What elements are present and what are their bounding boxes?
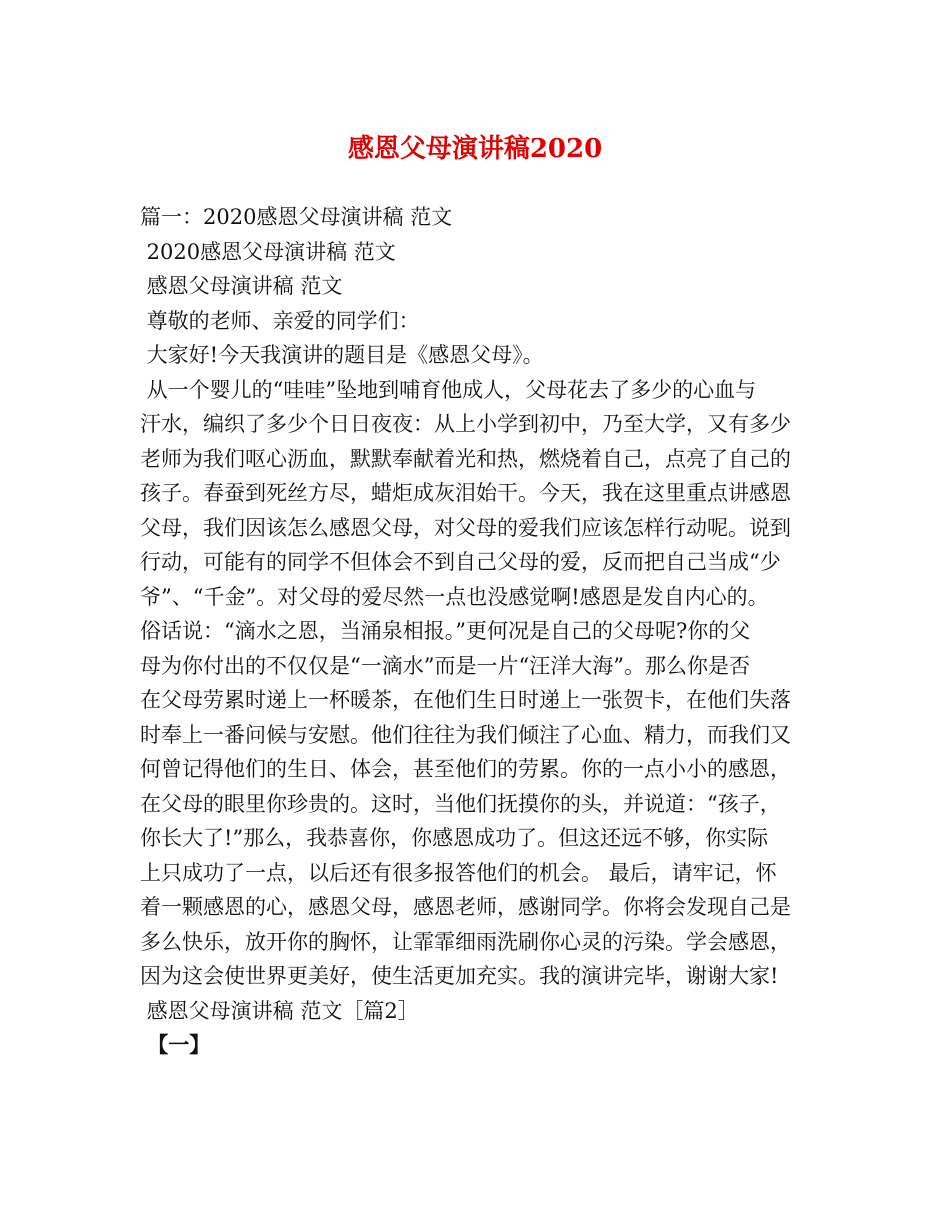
paragraph-line: 从一个婴儿的“哇哇”坠地到哺育他成人，父母花去了多少的心血与 [140,377,757,402]
document-body [140,200,820,1063]
paragraph-line: 你长大了!”那么，我恭喜你，你感恩成功了。但这还远不够，你实际 [140,826,769,850]
document-title: 感恩父母演讲稿2020 [347,134,603,164]
salutation-line: 尊敬的老师、亲爱的同学们： [140,308,420,333]
paragraph-line: 孩子。春蚕到死丝方尽，蜡炬成灰泪始干。今天，我在这里重点讲感恩 [140,481,791,505]
heading-line-1: 篇一：2020感恩父母演讲稿 范文 [140,205,453,229]
heading-line-3: 感恩父母演讲稿 范文 [140,274,343,298]
paragraph-line: 母为你付出的不仅仅是“一滴水”而是一片“汪洋大海”。那么你是否 [140,653,750,678]
paragraph-line: 父母，我们因该怎么感恩父母，对父母的爱我们应该怎样行动呢。说到 [140,515,791,540]
paragraph-line: 在父母的眼里你珍贵的。这时，当他们抚摸你的头，并说道：“孩子， [140,791,781,816]
paragraph-line: 在父母劳累时递上一杯暖茶，在他们生日时递上一张贺卡，在他们失落 [140,688,791,712]
paragraph-line: 因为这会使世界更美好，使生活更加充实。我的演讲完毕，谢谢大家! [140,964,779,988]
greeting-line: 大家好!今天我演讲的题目是《感恩父母》。 [140,343,544,367]
paragraph-line: 着一颗感恩的心，感恩父母，感恩老师，感谢同学。你将会发现自己是 [140,895,791,919]
paragraph-line: 行动，可能有的同学不但体会不到自己父母的爱，反而把自己当成“少 [140,550,781,574]
section-heading-2: 感恩父母演讲稿 范文［篇2］ [140,998,419,1023]
paragraph-line: 时奉上一番问候与安慰。他们往往为我们倾注了心血、精力，而我们又 [140,722,791,747]
paragraph-line: 何曾记得他们的生日、体会，甚至他们的劳累。你的一点小小的感恩， [140,757,791,781]
subsection-heading-1: 【一】 [140,1032,211,1057]
paragraph-line: 爷”、“千金”。对父母的爱尽然一点也没感觉啊!感恩是发自内心的。 [140,584,769,609]
paragraph-line: 俗话说：“滴水之恩，当涌泉相报。”更何况是自己的父母呢?你的父 [140,619,751,643]
heading-line-2: 2020感恩父母演讲稿 范文 [140,239,396,264]
paragraph-line: 老师为我们呕心沥血，默默奉献着光和热，燃烧着自己，点亮了自己的 [140,446,791,471]
paragraph-line: 多么快乐，放开你的胸怀，让霏霏细雨洗刷你心灵的污染。学会感恩， [140,929,791,954]
paragraph-line: 上只成功了一点，以后还有很多报答他们的机会。 最后，请牢记，怀 [140,860,777,885]
paragraph-line: 汗水，编织了多少个日日夜夜：从上小学到初中，乃至大学，又有多少 [140,412,791,436]
